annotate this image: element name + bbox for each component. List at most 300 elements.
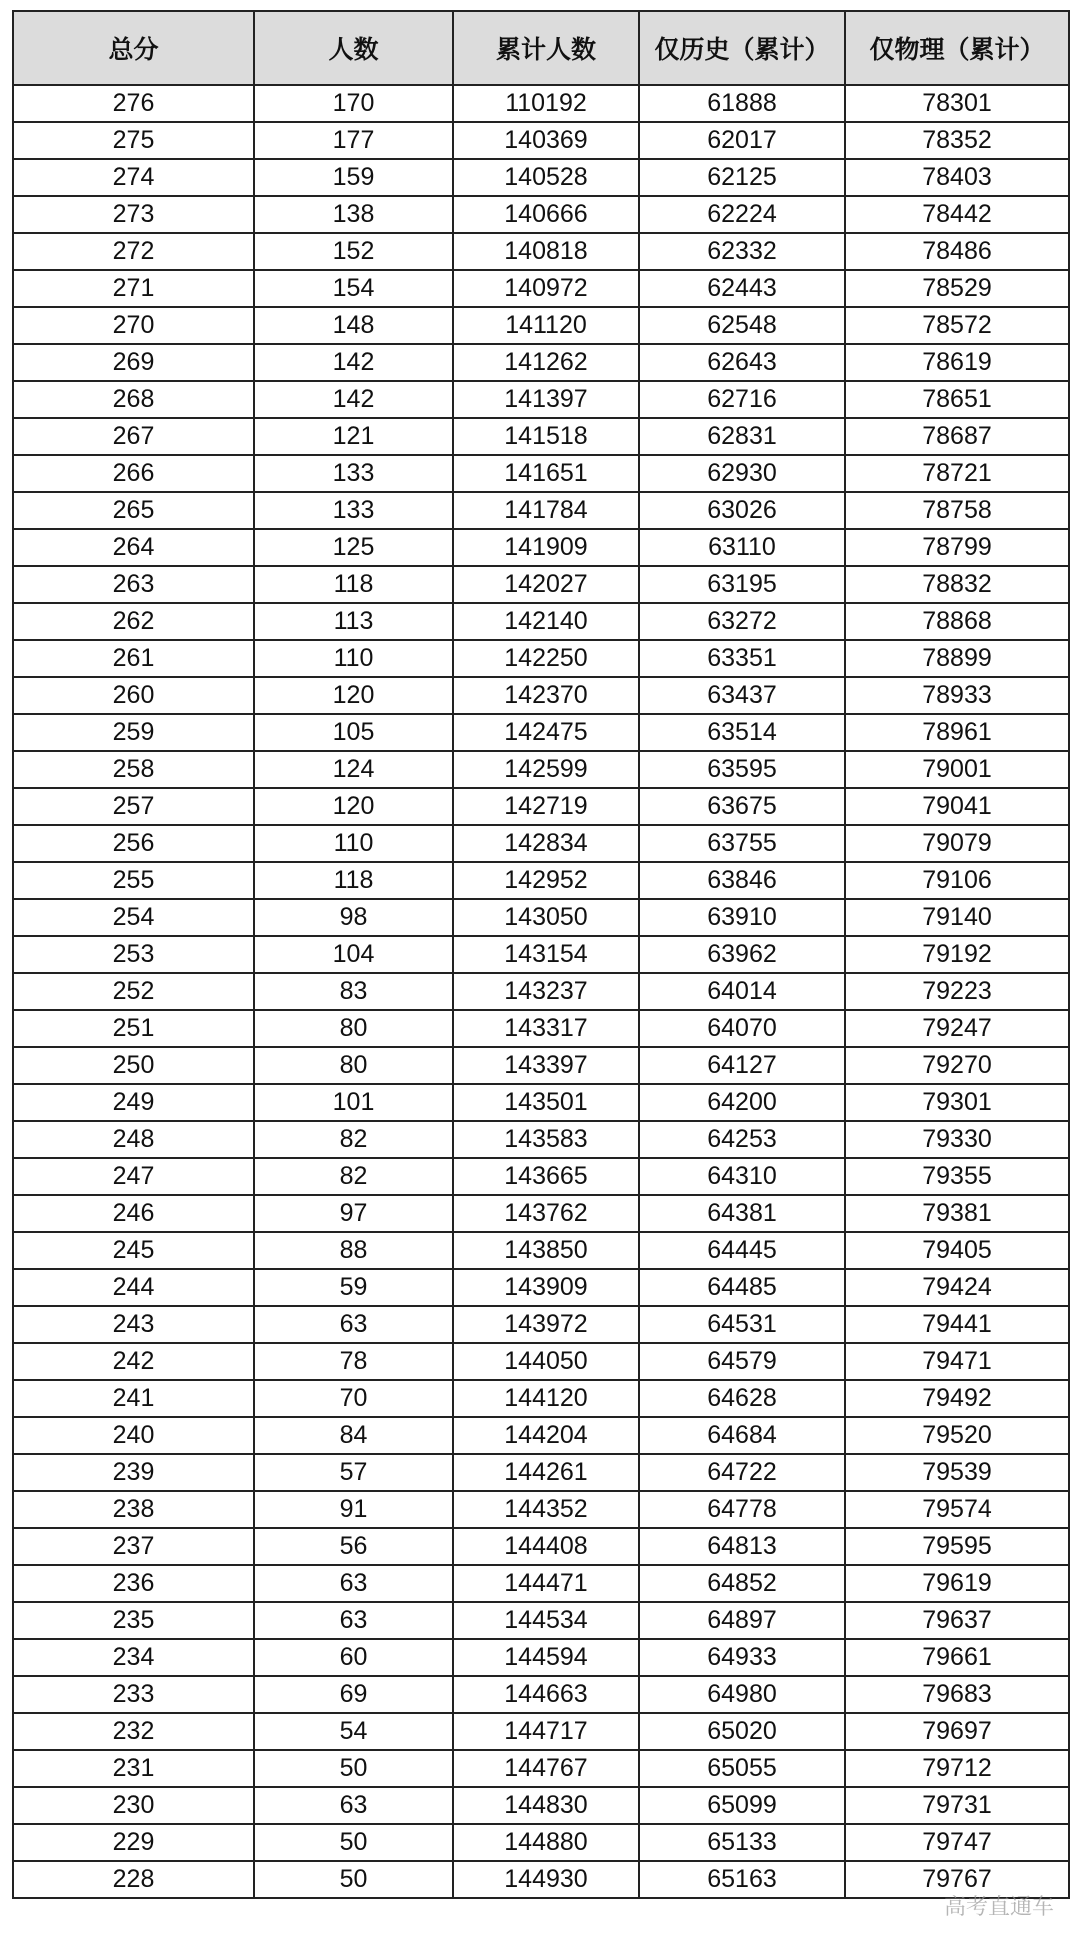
table-row	[13, 1380, 1069, 1417]
table-row	[13, 1417, 1069, 1454]
cell-cumulative-count: 140369	[453, 122, 639, 159]
table-row	[13, 1787, 1069, 1824]
cell-history-only: 64897	[639, 1602, 845, 1639]
cell-physics-only: 79619	[845, 1565, 1069, 1602]
cell-history-only: 64310	[639, 1158, 845, 1195]
cell-count: 56	[254, 1528, 453, 1565]
cell-total-score: 255	[13, 862, 254, 899]
cell-total-score: 240	[13, 1417, 254, 1454]
table-row	[13, 1491, 1069, 1528]
cell-history-only: 64722	[639, 1454, 845, 1491]
cell-count: 88	[254, 1232, 453, 1269]
cell-history-only: 62224	[639, 196, 845, 233]
cell-total-score: 270	[13, 307, 254, 344]
cell-total-score: 259	[13, 714, 254, 751]
cell-physics-only: 79079	[845, 825, 1069, 862]
cell-cumulative-count: 143909	[453, 1269, 639, 1306]
cell-cumulative-count: 141120	[453, 307, 639, 344]
cell-total-score: 272	[13, 233, 254, 270]
cell-count: 82	[254, 1158, 453, 1195]
cell-count: 82	[254, 1121, 453, 1158]
cell-history-only: 64070	[639, 1010, 845, 1047]
cell-total-score: 268	[13, 381, 254, 418]
table-row	[13, 1824, 1069, 1861]
cell-total-score: 265	[13, 492, 254, 529]
table-row	[13, 418, 1069, 455]
cell-total-score: 246	[13, 1195, 254, 1232]
cell-cumulative-count: 144534	[453, 1602, 639, 1639]
cell-count: 121	[254, 418, 453, 455]
cell-cumulative-count: 143583	[453, 1121, 639, 1158]
table-row	[13, 1232, 1069, 1269]
cell-physics-only: 79301	[845, 1084, 1069, 1121]
cell-count: 83	[254, 973, 453, 1010]
cell-cumulative-count: 141518	[453, 418, 639, 455]
table-row	[13, 529, 1069, 566]
cell-cumulative-count: 144050	[453, 1343, 639, 1380]
cell-history-only: 64200	[639, 1084, 845, 1121]
cell-total-score: 275	[13, 122, 254, 159]
table-row	[13, 270, 1069, 307]
cell-count: 133	[254, 492, 453, 529]
cell-cumulative-count: 140972	[453, 270, 639, 307]
cell-physics-only: 79140	[845, 899, 1069, 936]
cell-total-score: 241	[13, 1380, 254, 1417]
cell-total-score: 256	[13, 825, 254, 862]
cell-history-only: 63962	[639, 936, 845, 973]
cell-physics-only: 79001	[845, 751, 1069, 788]
table-row	[13, 1639, 1069, 1676]
cell-cumulative-count: 140666	[453, 196, 639, 233]
cell-physics-only: 78403	[845, 159, 1069, 196]
cell-cumulative-count: 143154	[453, 936, 639, 973]
cell-history-only: 65055	[639, 1750, 845, 1787]
cell-total-score: 230	[13, 1787, 254, 1824]
cell-physics-only: 78899	[845, 640, 1069, 677]
cell-count: 80	[254, 1010, 453, 1047]
cell-history-only: 63910	[639, 899, 845, 936]
cell-count: 177	[254, 122, 453, 159]
table-row	[13, 1343, 1069, 1380]
cell-history-only: 64933	[639, 1639, 845, 1676]
cell-physics-only: 78961	[845, 714, 1069, 751]
table-row	[13, 455, 1069, 492]
cell-physics-only: 79223	[845, 973, 1069, 1010]
table-row	[13, 1158, 1069, 1195]
cell-total-score: 251	[13, 1010, 254, 1047]
header-row	[13, 11, 1069, 85]
cell-total-score: 266	[13, 455, 254, 492]
table-row	[13, 1195, 1069, 1232]
table-row	[13, 159, 1069, 196]
cell-history-only: 63846	[639, 862, 845, 899]
cell-total-score: 232	[13, 1713, 254, 1750]
cell-cumulative-count: 143317	[453, 1010, 639, 1047]
cell-physics-only: 79247	[845, 1010, 1069, 1047]
cell-physics-only: 79355	[845, 1158, 1069, 1195]
cell-count: 57	[254, 1454, 453, 1491]
cell-count: 70	[254, 1380, 453, 1417]
cell-cumulative-count: 141784	[453, 492, 639, 529]
cell-physics-only: 78301	[845, 85, 1069, 122]
cell-physics-only: 79270	[845, 1047, 1069, 1084]
table-row	[13, 899, 1069, 936]
cell-cumulative-count: 142250	[453, 640, 639, 677]
header-cumulative-count: 累计人数	[453, 11, 639, 85]
cell-history-only: 63351	[639, 640, 845, 677]
table-row	[13, 233, 1069, 270]
cell-physics-only: 79424	[845, 1269, 1069, 1306]
cell-total-score: 237	[13, 1528, 254, 1565]
table-row	[13, 1454, 1069, 1491]
cell-count: 138	[254, 196, 453, 233]
cell-history-only: 63755	[639, 825, 845, 862]
cell-history-only: 64852	[639, 1565, 845, 1602]
cell-cumulative-count: 140818	[453, 233, 639, 270]
cell-count: 63	[254, 1787, 453, 1824]
cell-count: 59	[254, 1269, 453, 1306]
cell-physics-only: 78832	[845, 566, 1069, 603]
header-count: 人数	[254, 11, 453, 85]
cell-total-score: 233	[13, 1676, 254, 1713]
table-row	[13, 825, 1069, 862]
cell-cumulative-count: 142027	[453, 566, 639, 603]
cell-cumulative-count: 141262	[453, 344, 639, 381]
cell-history-only: 65133	[639, 1824, 845, 1861]
cell-physics-only: 78486	[845, 233, 1069, 270]
cell-history-only: 62548	[639, 307, 845, 344]
cell-total-score: 258	[13, 751, 254, 788]
cell-cumulative-count: 144767	[453, 1750, 639, 1787]
cell-count: 110	[254, 640, 453, 677]
cell-cumulative-count: 141397	[453, 381, 639, 418]
table-row	[13, 1565, 1069, 1602]
cell-count: 133	[254, 455, 453, 492]
cell-physics-only: 79747	[845, 1824, 1069, 1861]
cell-count: 113	[254, 603, 453, 640]
cell-total-score: 243	[13, 1306, 254, 1343]
header-physics-only-cumulative: 仅物理（累计）	[845, 11, 1069, 85]
cell-physics-only: 78619	[845, 344, 1069, 381]
cell-count: 154	[254, 270, 453, 307]
table-row	[13, 788, 1069, 825]
cell-history-only: 64381	[639, 1195, 845, 1232]
cell-count: 97	[254, 1195, 453, 1232]
cell-total-score: 269	[13, 344, 254, 381]
cell-cumulative-count: 143397	[453, 1047, 639, 1084]
cell-total-score: 234	[13, 1639, 254, 1676]
cell-total-score: 250	[13, 1047, 254, 1084]
cell-count: 124	[254, 751, 453, 788]
cell-history-only: 64579	[639, 1343, 845, 1380]
table-row	[13, 640, 1069, 677]
cell-count: 118	[254, 566, 453, 603]
cell-history-only: 64253	[639, 1121, 845, 1158]
cell-physics-only: 79106	[845, 862, 1069, 899]
cell-cumulative-count: 144471	[453, 1565, 639, 1602]
table-row	[13, 973, 1069, 1010]
cell-history-only: 62643	[639, 344, 845, 381]
cell-history-only: 64014	[639, 973, 845, 1010]
cell-history-only: 62716	[639, 381, 845, 418]
cell-count: 50	[254, 1750, 453, 1787]
cell-total-score: 236	[13, 1565, 254, 1602]
cell-count: 84	[254, 1417, 453, 1454]
cell-count: 60	[254, 1639, 453, 1676]
cell-cumulative-count: 110192	[453, 85, 639, 122]
cell-physics-only: 79731	[845, 1787, 1069, 1824]
cell-cumulative-count: 143762	[453, 1195, 639, 1232]
cell-total-score: 271	[13, 270, 254, 307]
cell-physics-only: 78687	[845, 418, 1069, 455]
cell-count: 142	[254, 344, 453, 381]
table-row	[13, 1602, 1069, 1639]
table-row	[13, 1306, 1069, 1343]
cell-physics-only: 78572	[845, 307, 1069, 344]
cell-cumulative-count: 144594	[453, 1639, 639, 1676]
cell-physics-only: 79574	[845, 1491, 1069, 1528]
cell-total-score: 229	[13, 1824, 254, 1861]
cell-history-only: 64980	[639, 1676, 845, 1713]
cell-cumulative-count: 143501	[453, 1084, 639, 1121]
cell-total-score: 238	[13, 1491, 254, 1528]
cell-total-score: 267	[13, 418, 254, 455]
cell-total-score: 245	[13, 1232, 254, 1269]
watermark: 高考直通车	[943, 1895, 1054, 1920]
cell-count: 54	[254, 1713, 453, 1750]
cell-history-only: 64531	[639, 1306, 845, 1343]
cell-physics-only: 78933	[845, 677, 1069, 714]
table-row	[13, 1084, 1069, 1121]
cell-history-only: 64778	[639, 1491, 845, 1528]
cell-cumulative-count: 142952	[453, 862, 639, 899]
table-row	[13, 381, 1069, 418]
cell-history-only: 62125	[639, 159, 845, 196]
cell-cumulative-count: 142475	[453, 714, 639, 751]
cell-cumulative-count: 143050	[453, 899, 639, 936]
cell-history-only: 63026	[639, 492, 845, 529]
table-row	[13, 936, 1069, 973]
cell-history-only: 65020	[639, 1713, 845, 1750]
table-row	[13, 751, 1069, 788]
cell-physics-only: 78799	[845, 529, 1069, 566]
cell-history-only: 62332	[639, 233, 845, 270]
cell-history-only: 63675	[639, 788, 845, 825]
cell-cumulative-count: 142719	[453, 788, 639, 825]
table-row	[13, 196, 1069, 233]
cell-total-score: 253	[13, 936, 254, 973]
cell-history-only: 65163	[639, 1861, 845, 1898]
cell-count: 105	[254, 714, 453, 751]
cell-history-only: 63195	[639, 566, 845, 603]
cell-cumulative-count: 144408	[453, 1528, 639, 1565]
cell-count: 80	[254, 1047, 453, 1084]
cell-cumulative-count: 141651	[453, 455, 639, 492]
cell-total-score: 262	[13, 603, 254, 640]
table-row	[13, 1676, 1069, 1713]
cell-count: 50	[254, 1824, 453, 1861]
cell-cumulative-count: 144663	[453, 1676, 639, 1713]
cell-physics-only: 79520	[845, 1417, 1069, 1454]
table-header	[13, 11, 1069, 85]
cell-physics-only: 79637	[845, 1602, 1069, 1639]
table-row	[13, 566, 1069, 603]
cell-history-only: 62443	[639, 270, 845, 307]
cell-total-score: 239	[13, 1454, 254, 1491]
cell-count: 120	[254, 788, 453, 825]
cell-count: 159	[254, 159, 453, 196]
cell-physics-only: 79492	[845, 1380, 1069, 1417]
table-row	[13, 1528, 1069, 1565]
table-row	[13, 603, 1069, 640]
table-row	[13, 677, 1069, 714]
cell-count: 152	[254, 233, 453, 270]
cell-physics-only: 78442	[845, 196, 1069, 233]
table-row	[13, 1047, 1069, 1084]
cell-physics-only: 79381	[845, 1195, 1069, 1232]
table-row	[13, 492, 1069, 529]
cell-history-only: 63437	[639, 677, 845, 714]
cell-total-score: 242	[13, 1343, 254, 1380]
header-history-only-cumulative: 仅历史（累计）	[639, 11, 845, 85]
cell-count: 91	[254, 1491, 453, 1528]
cell-count: 118	[254, 862, 453, 899]
cell-total-score: 254	[13, 899, 254, 936]
cell-count: 69	[254, 1676, 453, 1713]
table-row	[13, 85, 1069, 122]
cell-total-score: 248	[13, 1121, 254, 1158]
cell-physics-only: 79330	[845, 1121, 1069, 1158]
cell-cumulative-count: 143665	[453, 1158, 639, 1195]
cell-count: 170	[254, 85, 453, 122]
cell-physics-only: 79441	[845, 1306, 1069, 1343]
cell-physics-only: 78529	[845, 270, 1069, 307]
cell-count: 101	[254, 1084, 453, 1121]
cell-total-score: 261	[13, 640, 254, 677]
cell-total-score: 260	[13, 677, 254, 714]
cell-history-only: 63595	[639, 751, 845, 788]
score-distribution-sheet	[12, 10, 1068, 1899]
cell-cumulative-count: 144830	[453, 1787, 639, 1824]
cell-history-only: 62930	[639, 455, 845, 492]
cell-physics-only: 79539	[845, 1454, 1069, 1491]
cell-history-only: 64485	[639, 1269, 845, 1306]
cell-physics-only: 78721	[845, 455, 1069, 492]
table-row	[13, 1713, 1069, 1750]
cell-history-only: 63514	[639, 714, 845, 751]
cell-physics-only: 79192	[845, 936, 1069, 973]
cell-physics-only: 79471	[845, 1343, 1069, 1380]
table-row	[13, 122, 1069, 159]
cell-physics-only: 79697	[845, 1713, 1069, 1750]
cell-physics-only: 79041	[845, 788, 1069, 825]
cell-total-score: 273	[13, 196, 254, 233]
cell-history-only: 63110	[639, 529, 845, 566]
cell-total-score: 247	[13, 1158, 254, 1195]
table-row	[13, 344, 1069, 381]
cell-cumulative-count: 142370	[453, 677, 639, 714]
cell-history-only: 64684	[639, 1417, 845, 1454]
cell-total-score: 228	[13, 1861, 254, 1898]
cell-count: 148	[254, 307, 453, 344]
cell-cumulative-count: 143237	[453, 973, 639, 1010]
cell-physics-only: 79661	[845, 1639, 1069, 1676]
cell-physics-only: 79595	[845, 1528, 1069, 1565]
cell-history-only: 64127	[639, 1047, 845, 1084]
cell-count: 120	[254, 677, 453, 714]
cell-total-score: 257	[13, 788, 254, 825]
table-row	[13, 1010, 1069, 1047]
cell-count: 50	[254, 1861, 453, 1898]
cell-total-score: 263	[13, 566, 254, 603]
cell-physics-only: 78868	[845, 603, 1069, 640]
cell-cumulative-count: 144880	[453, 1824, 639, 1861]
cell-history-only: 63272	[639, 603, 845, 640]
cell-history-only: 62017	[639, 122, 845, 159]
cell-count: 142	[254, 381, 453, 418]
cell-total-score: 249	[13, 1084, 254, 1121]
table-row	[13, 1750, 1069, 1787]
cell-history-only: 61888	[639, 85, 845, 122]
cell-history-only: 62831	[639, 418, 845, 455]
cell-history-only: 64445	[639, 1232, 845, 1269]
score-table	[12, 10, 1070, 1899]
table-row	[13, 862, 1069, 899]
cell-cumulative-count: 142599	[453, 751, 639, 788]
cell-cumulative-count: 143972	[453, 1306, 639, 1343]
cell-total-score: 244	[13, 1269, 254, 1306]
cell-cumulative-count: 144204	[453, 1417, 639, 1454]
cell-physics-only: 79712	[845, 1750, 1069, 1787]
cell-cumulative-count: 144717	[453, 1713, 639, 1750]
cell-cumulative-count: 143850	[453, 1232, 639, 1269]
cell-cumulative-count: 142140	[453, 603, 639, 640]
table-body	[13, 85, 1069, 1898]
table-row	[13, 307, 1069, 344]
cell-count: 63	[254, 1602, 453, 1639]
cell-cumulative-count: 144930	[453, 1861, 639, 1898]
cell-physics-only: 78352	[845, 122, 1069, 159]
table-row	[13, 1121, 1069, 1158]
cell-physics-only: 79405	[845, 1232, 1069, 1269]
cell-count: 63	[254, 1565, 453, 1602]
cell-physics-only: 79767	[845, 1861, 1069, 1898]
cell-history-only: 64628	[639, 1380, 845, 1417]
cell-count: 63	[254, 1306, 453, 1343]
table-row	[13, 1861, 1069, 1898]
cell-cumulative-count: 142834	[453, 825, 639, 862]
cell-total-score: 264	[13, 529, 254, 566]
cell-physics-only: 79683	[845, 1676, 1069, 1713]
cell-cumulative-count: 141909	[453, 529, 639, 566]
cell-cumulative-count: 144352	[453, 1491, 639, 1528]
cell-count: 98	[254, 899, 453, 936]
cell-cumulative-count: 144120	[453, 1380, 639, 1417]
cell-physics-only: 78651	[845, 381, 1069, 418]
cell-total-score: 276	[13, 85, 254, 122]
cell-count: 104	[254, 936, 453, 973]
cell-total-score: 252	[13, 973, 254, 1010]
cell-total-score: 231	[13, 1750, 254, 1787]
cell-cumulative-count: 144261	[453, 1454, 639, 1491]
cell-history-only: 64813	[639, 1528, 845, 1565]
cell-cumulative-count: 140528	[453, 159, 639, 196]
cell-count: 125	[254, 529, 453, 566]
cell-count: 110	[254, 825, 453, 862]
header-total-score: 总分	[13, 11, 254, 85]
table-row	[13, 1269, 1069, 1306]
cell-history-only: 65099	[639, 1787, 845, 1824]
